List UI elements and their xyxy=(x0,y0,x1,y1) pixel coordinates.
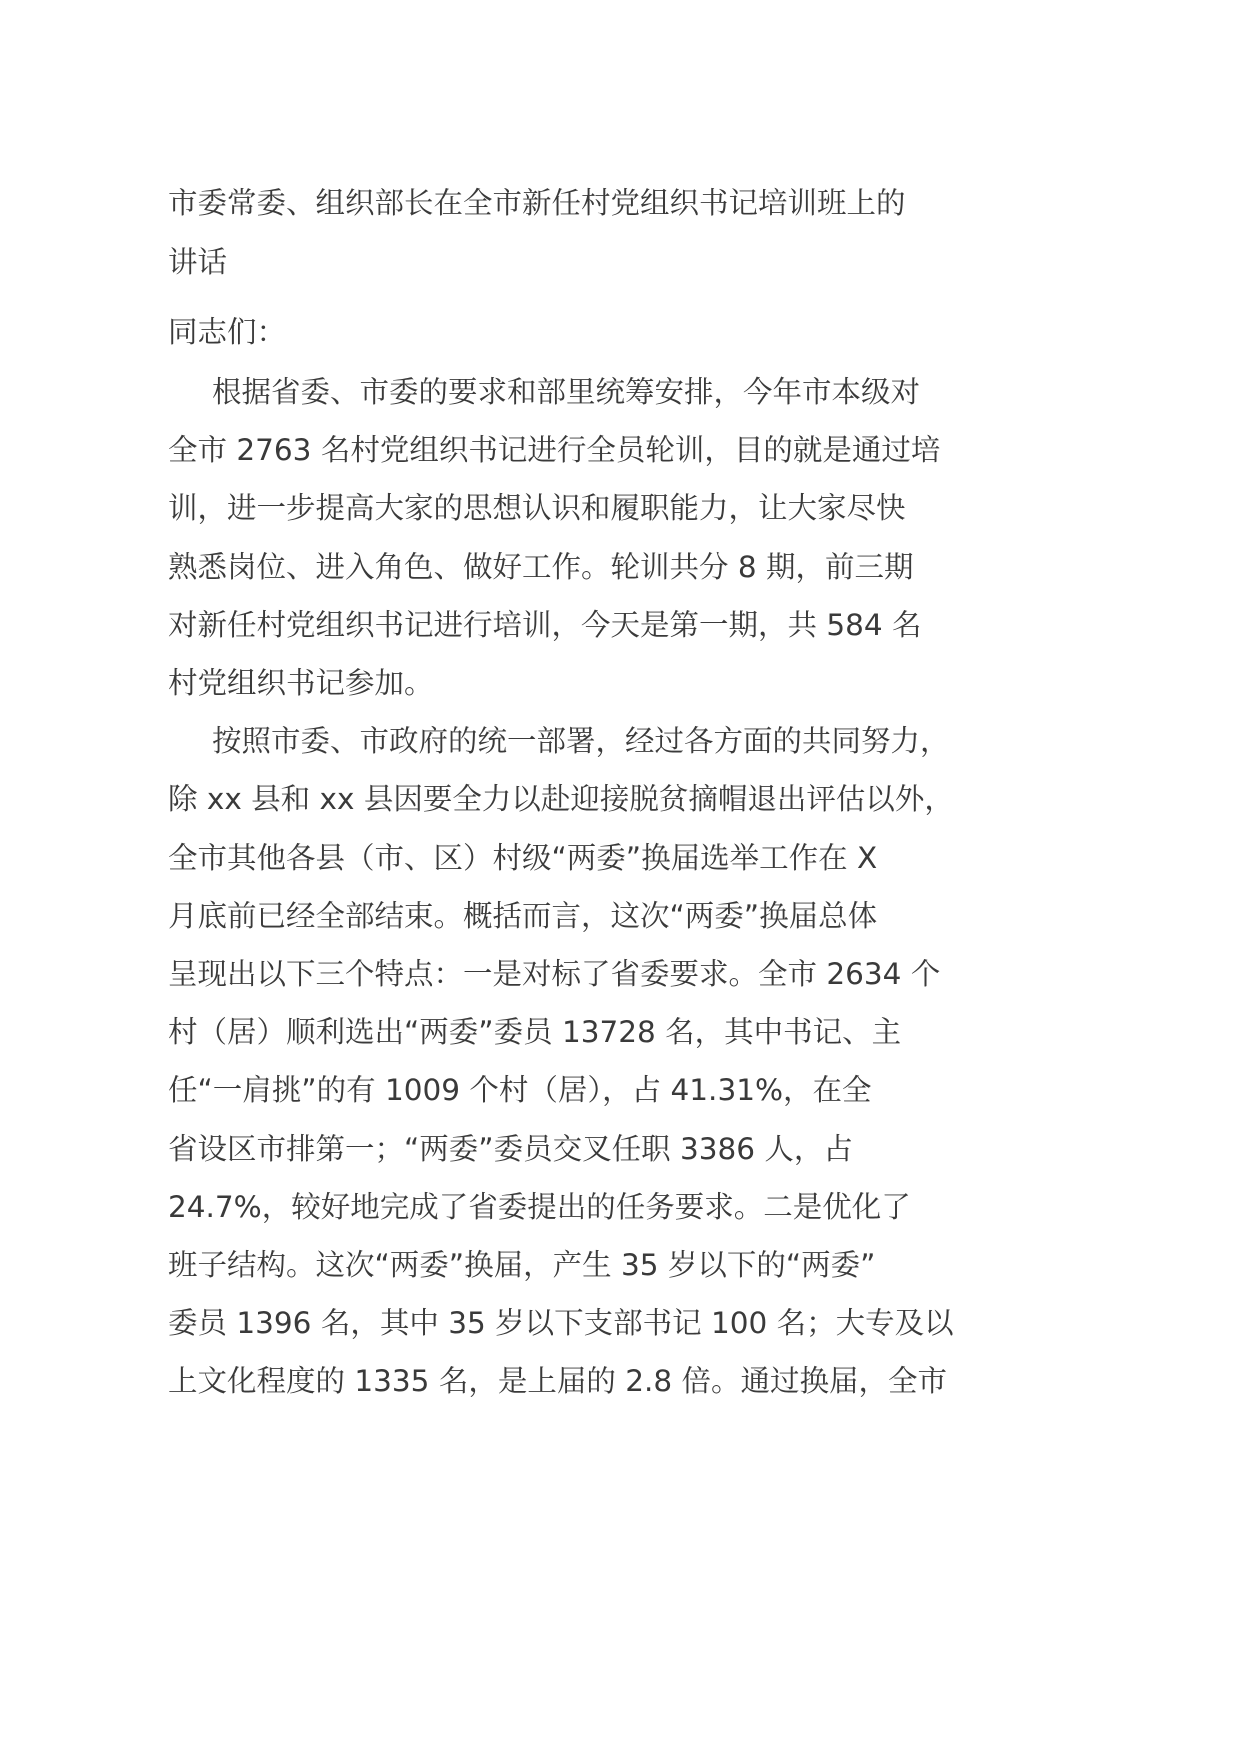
paragraph-2-line: 除 xx 县和 xx 县因要全力以赴迎接脱贫摘帽退出评估以外， xyxy=(168,782,954,816)
paragraph-1-line: 训，进一步提高大家的思想认识和履职能力，让大家尽快 xyxy=(168,491,906,525)
paragraph-2-line: 上文化程度的 1335 名，是上届的 2.8 倍。通过换届，全市 xyxy=(168,1364,947,1398)
document-title-line-1: 市委常委、组织部长在全市新任村党组织书记培训班上的 xyxy=(168,186,906,220)
paragraph-2-line: 月底前已经全部结束。概括而言，这次“两委”换届总体 xyxy=(168,899,878,933)
paragraph-2-line: 按照市委、市政府的统一部署，经过各方面的共同努力， xyxy=(212,724,950,758)
paragraph-1-line: 对新任村党组织书记进行培训，今天是第一期，共 584 名 xyxy=(168,608,922,642)
salutation: 同志们： xyxy=(168,315,287,349)
paragraph-1-line: 熟悉岗位、进入角色、做好工作。轮训共分 8 期，前三期 xyxy=(168,550,914,584)
paragraph-2-line: 委员 1396 名，其中 35 岁以下支部书记 100 名；大专及以 xyxy=(168,1306,954,1340)
paragraph-1-line: 全市 2763 名村党组织书记进行全员轮训，目的就是通过培 xyxy=(168,433,941,467)
paragraph-2-line: 省设区市排第一；“两委”委员交叉任职 3386 人，占 xyxy=(168,1132,853,1166)
paragraph-1-line: 根据省委、市委的要求和部里统筹安排，今年市本级对 xyxy=(212,375,921,409)
paragraph-2-line: 全市其他各县（市、区）村级“两委”换届选举工作在 X xyxy=(168,841,878,875)
paragraph-2-line: 任“一肩挑”的有 1009 个村（居），占 41.31%，在全 xyxy=(168,1073,872,1107)
paragraph-1-line: 村党组织书记参加。 xyxy=(168,666,434,700)
paragraph-2-line: 呈现出以下三个特点：一是对标了省委要求。全市 2634 个 xyxy=(168,957,941,991)
paragraph-2-line: 24.7%，较好地完成了省委提出的任务要求。二是优化了 xyxy=(168,1190,911,1224)
document-title-line-2: 讲话 xyxy=(168,245,228,279)
paragraph-2-line: 村（居）顺利选出“两委”委员 13728 名，其中书记、主 xyxy=(168,1015,902,1049)
paragraph-2-line: 班子结构。这次“两委”换届，产生 35 岁以下的“两委” xyxy=(168,1248,876,1282)
